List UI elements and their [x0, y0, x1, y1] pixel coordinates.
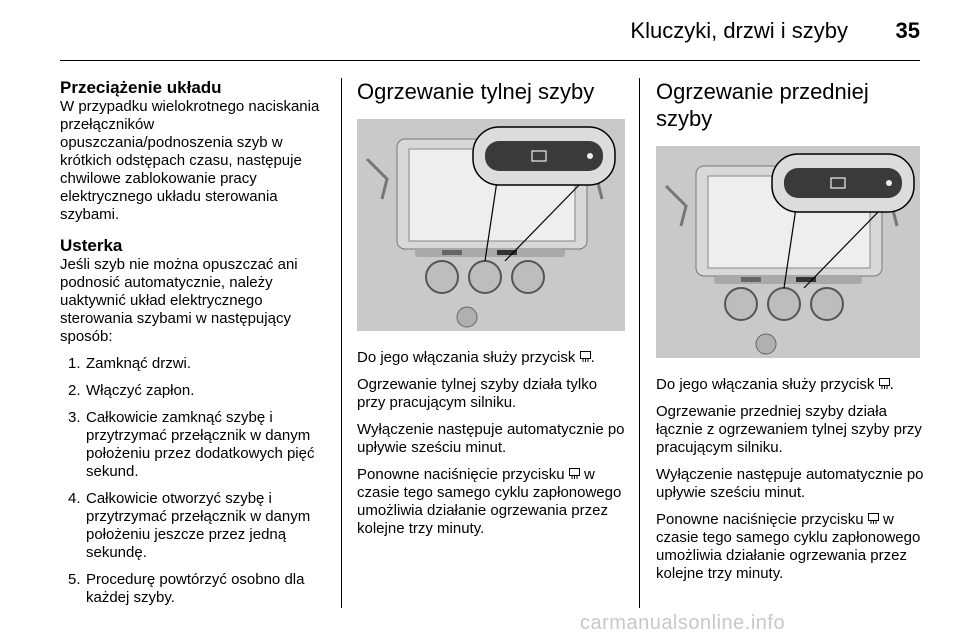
paragraph-rear-auto-off: Wyłączenie następuje automatycznie po upływie sześciu minut. — [357, 421, 625, 456]
page-header-title: Kluczyki, drzwi i szyby — [630, 18, 848, 43]
column-front-window-heating — [656, 78, 926, 592]
list-item: 2. Włączyć zapłon. — [68, 382, 195, 399]
front-window-heater-icon — [879, 377, 890, 389]
list-item: 3. Całkowicie zamknąć szybę i przytrzymać przełącznik w danym położeniu przez dodatkowych pięć sekund. — [68, 409, 315, 480]
section-title-rear-heating: Ogrzewanie tylnej szyby — [357, 79, 595, 104]
paragraph-rear-button: Do jego włączania służy przycisk . — [357, 349, 595, 366]
section-title-front-heating: Ogrzewanie przedniej szyby — [656, 79, 869, 131]
paragraph-fault: Jeśli szyb nie można opuszczać ani podnosić automatycznie, należy uaktywnić układ elektrycznego sterowania szybami w następujący sposób: — [60, 256, 298, 345]
list-item: 1. Zamknąć drzwi. — [68, 355, 192, 372]
column-divider — [639, 78, 640, 608]
dashboard-illustration-rear — [357, 119, 625, 331]
paragraph-overload: W przypadku wielokrotnego naciskania przełączników opuszczania/podnoszenia szyb w krótkich odstępach czasu, następuje chwilowe zablokowanie pracy elektrycznego układu sterowania szybami. — [60, 98, 320, 223]
front-window-heater-icon — [868, 512, 879, 524]
paragraph-front-button: Do jego włączania służy przycisk . — [656, 376, 894, 393]
rear-window-heater-icon — [569, 467, 580, 479]
list-item: 4. Całkowicie otworzyć szybę i przytrzymać przełącznik w danym położeniu jeszcze przez jedną sekundę. — [68, 490, 311, 561]
header-rule — [60, 60, 920, 61]
column-overload-fault — [60, 78, 330, 616]
paragraph-rear-repeat: Ponowne naciśnięcie przycisku w czasie tego samego cyklu zapłonowego umożliwia działanie ogrzewania przez kolejne trzy minuty. — [357, 466, 622, 537]
paragraph-rear-engine: Ogrzewanie tylnej szyby działa tylko przy pracującym silniku. — [357, 376, 598, 411]
page-number: 35 — [895, 18, 920, 43]
heading-fault: Usterka — [60, 236, 123, 255]
paragraph-front-auto-off: Wyłączenie następuje automatycznie po upływie sześciu minut. — [656, 466, 924, 501]
list-item: 5. Procedurę powtórzyć osobno dla każdej szyby. — [68, 571, 305, 606]
paragraph-front-engine: Ogrzewanie przedniej szyby działa łącznie z ogrzewaniem tylnej szyby przy pracującym silniku. — [656, 403, 922, 456]
watermark: carmanualsonline.info — [580, 612, 786, 634]
dashboard-illustration-front — [656, 146, 920, 358]
column-rear-window-heating — [357, 78, 625, 547]
paragraph-front-repeat: Ponowne naciśnięcie przycisku w czasie tego samego cyklu zapłonowego umożliwia działanie ogrzewania przez kolejne trzy minuty. — [656, 511, 921, 582]
page-header — [0, 0, 960, 62]
column-divider — [341, 78, 342, 608]
procedure-steps — [60, 355, 330, 607]
heading-system-overload: Przeciążenie układu — [60, 78, 222, 97]
rear-window-heater-icon — [580, 350, 591, 362]
